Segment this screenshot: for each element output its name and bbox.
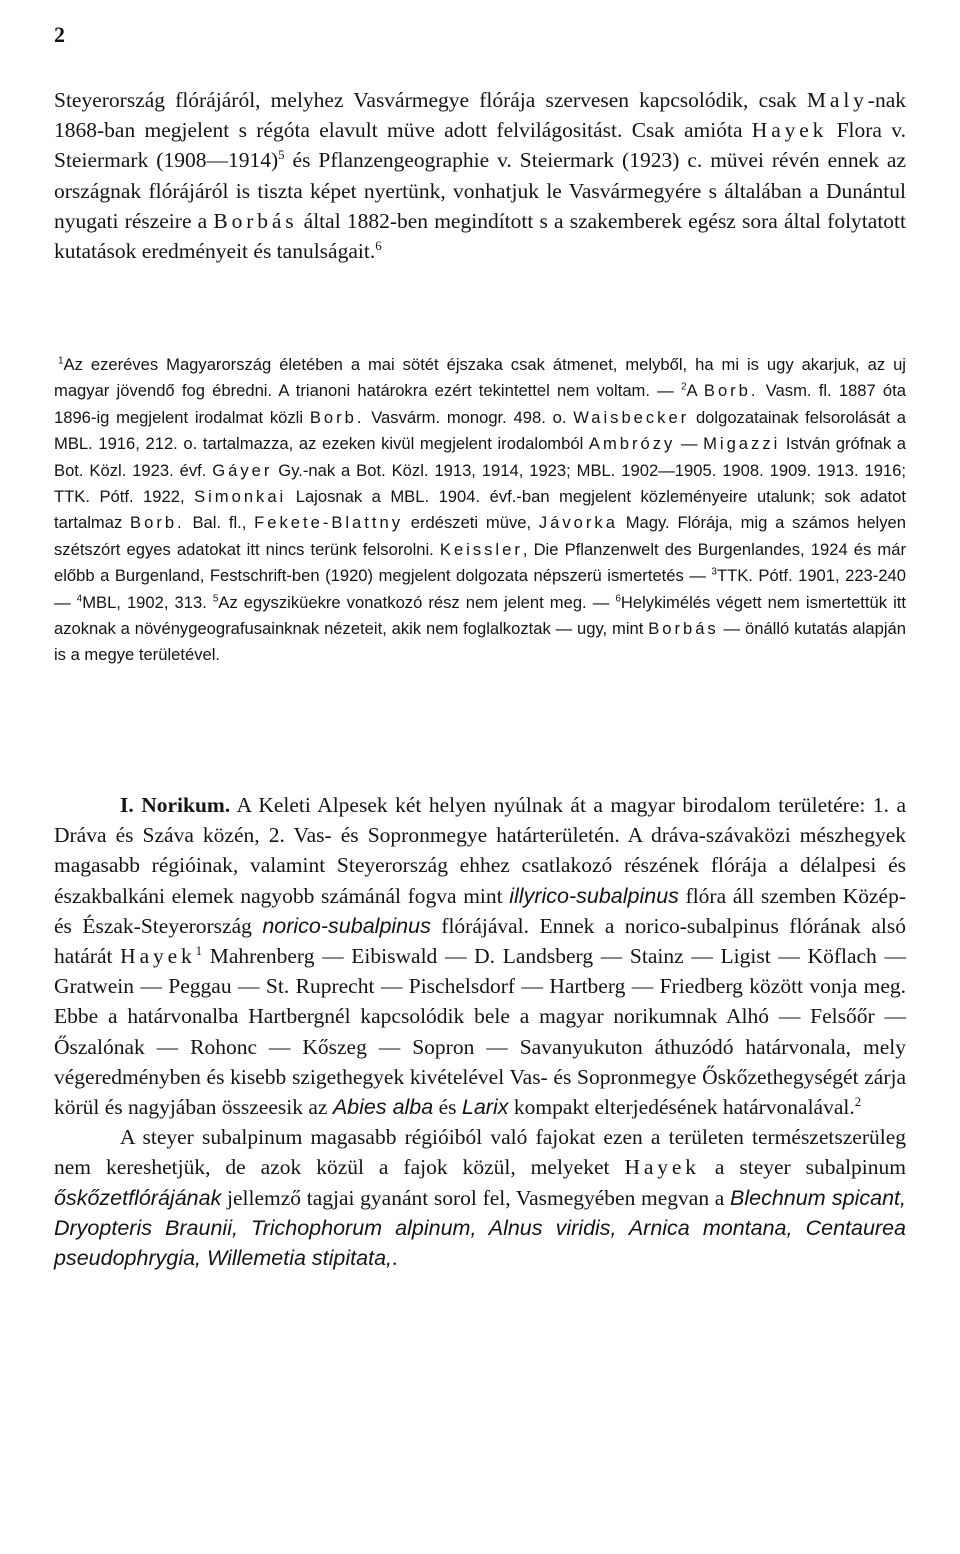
- footnote-number: 4: [76, 593, 83, 605]
- author-hayek: Hayek: [120, 944, 196, 969]
- footnote-text: A: [686, 381, 704, 401]
- footnote-text: Bal. fl.,: [184, 513, 255, 533]
- footnote-text: Az ezeréves Magyarország életében a mai sötét éjszaka csak átmenet, melyből, ha mi is ugy akarjuk, az uj magyar jövendő fog ébredni. A trianoni határokra ezért tekintettel nem voltam. —: [54, 355, 906, 401]
- author-borbas: Borbás: [213, 208, 298, 233]
- footnote-number: 6: [615, 593, 621, 605]
- body-text: a steyer subalpinum: [699, 1155, 906, 1180]
- footnote-text: dolgozatainak felsorolását a MBL. 1916, 212. o. tartalmazza, az ezeken kivül megjelent irodalomból: [54, 407, 906, 454]
- page-number: 2: [54, 22, 65, 47]
- footnote-text: Az egysziküekre vonatkozó rész nem jelent meg. —: [218, 592, 616, 612]
- footnote-text: Vasm. fl. 1887 óta 1896-ig megjelent irodalmat közli: [54, 381, 906, 427]
- body-text: kompakt elterjedésének határvonalával.: [508, 1095, 855, 1120]
- author-hayek: Hayek: [624, 1155, 700, 1180]
- author-name: Borb.: [703, 381, 759, 401]
- footnote-text: Helykimélés végett nem ismertettük itt azoknak a növénygeografusainknak nézeteit, akik nem foglalkoztak — ugy, mint: [54, 592, 906, 639]
- intro-text: Flora v. Steiermark (1908—1914): [54, 118, 906, 173]
- body-text: .: [392, 1246, 398, 1271]
- footnote-number: 1: [58, 355, 64, 367]
- section-paragraph-1: [54, 790, 906, 1122]
- taxon-term: norico-subalpinus: [262, 913, 431, 938]
- body-text: flóra áll szemben Közép- és Észak-Steyerország: [54, 883, 906, 938]
- footnote-number: 2: [680, 381, 687, 393]
- author-name: Fekete-Blattny: [254, 513, 403, 533]
- intro-text: által 1882-ben megindított s a szakemberek egész sora által folytatott kutatások eredményeit és tanulságait.: [54, 208, 906, 264]
- body-text: A steyer subalpinum magasabb régióiból való fajokat ezen a területen természetszerüleg nem kereshetjük, de azok közül a fajok közül, melyeket: [54, 1125, 906, 1180]
- species-list: Blechnum spicant, Dryopteris Braunii, Trichophorum alpinum, Alnus viridis, Arnica montana, Centaurea pseudophrygia, Willemetia stipitata,: [54, 1185, 906, 1271]
- body-text: Mahrenberg — Eibiswald — D. Landsberg — Stainz — Ligist — Köflach — Gratwein — Peggau — St. Ruprecht — Pischelsdorf — Hartberg — Friedberg között vonja meg. Ebbe a határvonalba Hartbergnél kapcsolódik bele a magyar norikumnak Alhó — Felsőőr — Őszalónak — Rohonc — Kőszeg — Sopron — Savanyukuton áthuzódó határvonala, mely végeredményben és kisebb szigethegyek kivételével Vas- és Sopronmegye Őskőzethegységét zárja körül és nagyjában összeesik az: [54, 944, 906, 1120]
- author-name: Simonkai: [194, 487, 287, 507]
- footnote-number: 3: [711, 566, 717, 578]
- footnote-ref: 1: [195, 943, 203, 958]
- section-norikum: [54, 790, 906, 1273]
- intro-text: -nak 1868-ban megjelent s régóta elavult müve adott felvilágositást. Csak amióta: [54, 88, 906, 143]
- author-maly: Maly: [806, 88, 868, 112]
- body-text: A Keleti Alpesek két helyen nyúlnak át a magyar birodalom területére: 1. a Dráva és Száva közén, 2. Vas- és Sopronmegye határterületén. A dráva-szávaközi mészhegyek magasabb régióinak, valamint Steyerország ehhez csatlakozó részének flórája a délalpesi és északbalkáni elemek nagyobb számánál fogva mint: [54, 793, 906, 908]
- author-hayek: Hayek: [751, 118, 828, 143]
- footnote-number: 5: [212, 593, 219, 605]
- footnote-text: —: [675, 434, 704, 454]
- intro-text: és Pflanzengeographie v. Steiermark (1923) c. müvei révén ennek az országnak flórájáról is tiszta képet nyertünk, vonhatjuk le Vasvármegyére s általában a Dunántul nyugati részeire a: [54, 148, 906, 233]
- section-heading: I. Norikum.: [120, 793, 231, 817]
- footnote-text: István grófnak a Bot. Közl. 1923. évf.: [54, 434, 906, 480]
- author-name: Waisbecker: [573, 407, 690, 427]
- footnote-text: TTK. Pótf. 1901, 223-240 —: [54, 566, 906, 612]
- taxon-term: illyrico-subalpinus: [509, 883, 679, 908]
- body-text: és: [433, 1095, 462, 1120]
- intro-paragraph: [54, 85, 906, 266]
- footnote-text: Magy. Flórája, mig a számos helyen szétszórt egyes adatokat itt nincs terünk felsorolni.: [54, 513, 907, 559]
- footnote-ref: 5: [278, 148, 285, 163]
- footnote-text: — önálló kutatás alapján is a megye területével.: [54, 619, 906, 665]
- species-name: Abies alba: [332, 1095, 434, 1120]
- author-name: Borb.: [130, 513, 185, 533]
- footnotes: [54, 352, 906, 669]
- footnote-text: MBL, 1902, 313.: [82, 592, 213, 612]
- section-paragraph-2: [54, 1122, 906, 1273]
- author-name: Ambrózy: [588, 434, 676, 454]
- author-name: Keissler: [439, 539, 523, 559]
- author-name: Migazzi: [703, 434, 781, 454]
- footnote-ref: 2: [854, 1094, 862, 1109]
- intro-text: Steyerország flórájáról, melyhez Vasvármegye flórája szervesen kapcsolódik, csak: [54, 88, 807, 112]
- footnote-text: erdészeti müve,: [402, 513, 539, 533]
- footnote-text: Lajosnak a MBL. 1904. évf.-ban megjelent közleményeire utalunk; sok adatot tartalmaz: [54, 487, 906, 533]
- footnote-text: , Die Pflanzenwelt des Burgenlandes, 1924 és már előbb a Burgenland, Festschrift-ben (1920) megjelent dolgozata népszerü ismertetés —: [54, 539, 907, 586]
- footnote-text: Vasvárm. monogr. 498. o.: [364, 407, 574, 427]
- footnote-ref: 6: [375, 238, 382, 253]
- author-name: Jávorka: [538, 513, 618, 533]
- body-text: flórájával. Ennek a norico-subalpinus flórának alsó határát: [54, 913, 906, 969]
- footnote-text: Gy.-nak a Bot. Közl. 1913, 1914, 1923; MBL. 1902—1905. 1908. 1909. 1913. 1916; TTK. Pótf. 1922,: [54, 460, 906, 507]
- taxon-term: őskőzetflórájának: [54, 1185, 222, 1210]
- author-name: Gáyer: [212, 460, 273, 480]
- author-name: Borbás: [648, 619, 719, 639]
- author-name: Borb.: [309, 407, 365, 427]
- body-text: jellemző tagjai gyanánt sorol fel, Vasmegyében megvan a: [221, 1185, 730, 1210]
- species-name: Larix: [461, 1095, 509, 1120]
